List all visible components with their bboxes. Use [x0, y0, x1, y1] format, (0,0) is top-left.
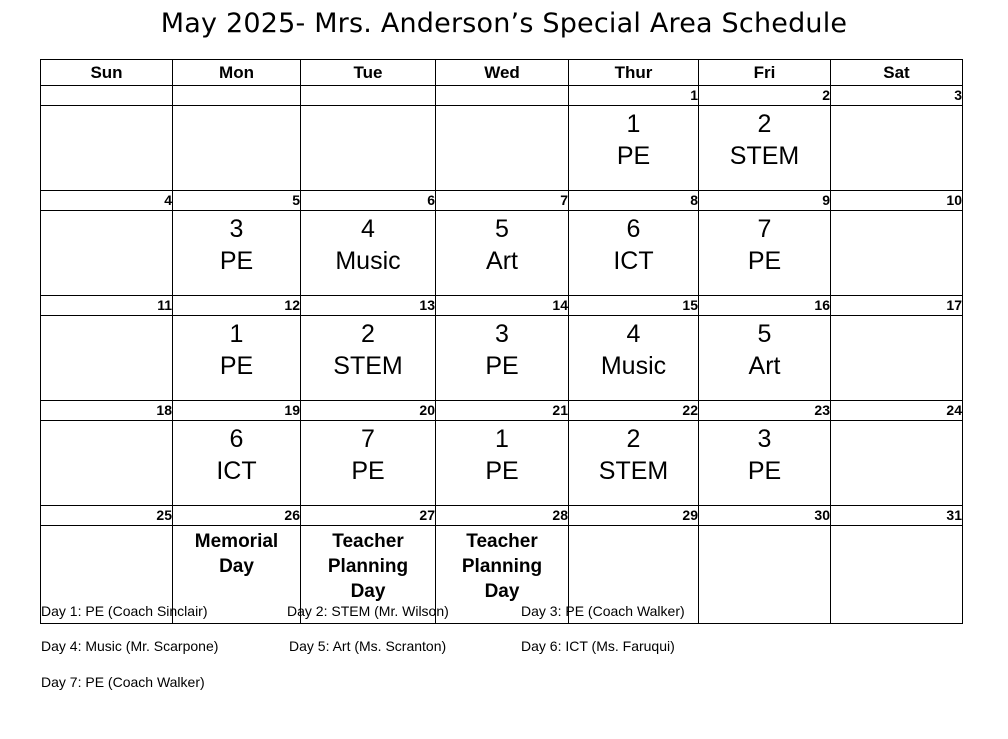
special-area-subject: STEM [729, 142, 800, 170]
special-area-subject: PE [485, 457, 519, 485]
legend-day-1: Day 1: PE (Coach Sinclair) [41, 603, 208, 619]
date-number-row [41, 506, 963, 526]
special-area-subject: Art [748, 352, 781, 380]
calendar-table [40, 59, 963, 624]
date-number: 19 [173, 401, 301, 421]
date-number: 28 [436, 506, 569, 526]
event-label-line: Teacher [466, 531, 538, 552]
date-number: 1 [569, 86, 699, 106]
event-label-line: Day [350, 581, 386, 602]
schedule-row [41, 421, 963, 506]
special-area-subject: PE [616, 142, 651, 170]
special-area-subject: Music [600, 352, 667, 380]
date-number: 2 [699, 86, 831, 106]
date-number: 13 [301, 296, 436, 316]
date-number-row [41, 191, 963, 211]
weekday-header: Wed [436, 60, 569, 86]
date-number: 3 [831, 86, 963, 106]
date-number: 29 [569, 506, 699, 526]
day-cell [436, 106, 569, 191]
day-cell [301, 211, 436, 296]
rotation-day-number: 3 [495, 320, 509, 348]
day-cell [699, 421, 831, 506]
date-number: 7 [436, 191, 569, 211]
special-area-subject: ICT [216, 457, 257, 485]
legend-day-2: Day 2: STEM (Mr. Wilson) [287, 603, 449, 619]
day-cell [436, 211, 569, 296]
date-number: 26 [173, 506, 301, 526]
weekday-header: Fri [699, 60, 831, 86]
special-area-subject: PE [219, 247, 254, 275]
day-cell [831, 316, 963, 401]
special-area-subject: PE [747, 247, 782, 275]
rotation-day-number: 7 [361, 425, 375, 453]
weekday-header: Sun [41, 60, 173, 86]
event-label-line: Teacher [332, 531, 404, 552]
date-number: 27 [301, 506, 436, 526]
legend-day-3: Day 3: PE (Coach Walker) [521, 603, 685, 619]
date-number: 12 [173, 296, 301, 316]
day-cell [41, 106, 173, 191]
day-cell [569, 421, 699, 506]
special-area-subject: STEM [333, 352, 403, 380]
day-cell [831, 211, 963, 296]
rotation-day-number: 3 [229, 215, 244, 243]
special-area-subject: PE [747, 457, 782, 485]
rotation-day-number: 3 [757, 425, 772, 453]
special-area-subject: PE [219, 352, 254, 380]
day-cell [301, 106, 436, 191]
day-cell [173, 316, 301, 401]
rotation-day-number: 7 [757, 215, 772, 243]
weekday-header: Tue [301, 60, 436, 86]
rotation-day-number: 2 [626, 425, 641, 453]
date-number: 22 [569, 401, 699, 421]
rotation-day-number: 2 [757, 110, 772, 138]
day-cell [41, 211, 173, 296]
rotation-day-number: 6 [626, 215, 641, 243]
event-label-line: Planning [327, 556, 409, 577]
day-cell [301, 421, 436, 506]
rotation-day-number: 5 [757, 320, 772, 348]
date-number: 30 [699, 506, 831, 526]
rotation-day-number: 1 [229, 320, 244, 348]
legend-day-7: Day 7: PE (Coach Walker) [41, 674, 205, 690]
date-number-row [41, 86, 963, 106]
weekday-header: Sat [831, 60, 963, 86]
date-number: 31 [831, 506, 963, 526]
date-number-row [41, 296, 963, 316]
legend-day-5: Day 5: Art (Ms. Scranton) [289, 638, 447, 654]
day-cell [699, 316, 831, 401]
rotation-day-number: 4 [626, 320, 641, 348]
special-area-subject: PE [351, 457, 385, 485]
page-title: May 2025- Mrs. Anderson’s Special Area Schedule [160, 8, 848, 39]
schedule-row [41, 211, 963, 296]
date-number: 9 [699, 191, 831, 211]
event-label-line: Day [219, 556, 254, 577]
date-number: 20 [301, 401, 436, 421]
day-cell [699, 211, 831, 296]
day-cell [831, 421, 963, 506]
day-cell [569, 316, 699, 401]
event-label [436, 529, 568, 604]
day-cell [831, 106, 963, 191]
special-area-subject: Art [486, 247, 518, 275]
date-number: 17 [831, 296, 963, 316]
rotation-day-number: 4 [361, 215, 375, 243]
day-cell [41, 421, 173, 506]
day-cell [831, 526, 963, 624]
date-number: 25 [41, 506, 173, 526]
day-cell [699, 526, 831, 624]
date-number: 14 [436, 296, 569, 316]
date-number: 5 [173, 191, 301, 211]
special-area-subject: STEM [598, 457, 669, 485]
special-area-subject: Music [335, 247, 401, 275]
rotation-day-number: 6 [229, 425, 244, 453]
legend-day-6: Day 6: ICT (Ms. Faruqui) [521, 638, 675, 654]
day-cell [301, 316, 436, 401]
special-area-subject: PE [485, 352, 519, 380]
schedule-row [41, 316, 963, 401]
date-number: 11 [41, 296, 173, 316]
day-cell [173, 211, 301, 296]
date-number: 21 [436, 401, 569, 421]
event-label-line: Memorial [194, 531, 279, 552]
rotation-day-number: 5 [495, 215, 509, 243]
date-number: 16 [699, 296, 831, 316]
weekday-header: Thur [569, 60, 699, 86]
date-number: 8 [569, 191, 699, 211]
event-label [301, 529, 435, 604]
day-cell [569, 106, 699, 191]
weekday-header: Mon [173, 60, 301, 86]
day-cell [173, 421, 301, 506]
special-area-subject: ICT [613, 247, 654, 275]
day-cell [699, 106, 831, 191]
date-number [436, 86, 569, 106]
rotation-day-number: 1 [626, 110, 641, 138]
date-number: 4 [41, 191, 173, 211]
date-number-row [41, 401, 963, 421]
date-number: 10 [831, 191, 963, 211]
date-number: 24 [831, 401, 963, 421]
legend-day-4: Day 4: Music (Mr. Scarpone) [41, 638, 219, 654]
weekday-header-row [41, 60, 963, 86]
date-number: 23 [699, 401, 831, 421]
day-cell [436, 316, 569, 401]
day-cell [41, 316, 173, 401]
date-number: 6 [301, 191, 436, 211]
date-number: 18 [41, 401, 173, 421]
date-number [301, 86, 436, 106]
event-label [173, 529, 300, 579]
day-cell [569, 211, 699, 296]
day-cell [436, 421, 569, 506]
date-number: 15 [569, 296, 699, 316]
day-cell [173, 106, 301, 191]
event-label-line: Planning [461, 556, 543, 577]
date-number [173, 86, 301, 106]
rotation-day-number: 1 [495, 425, 509, 453]
event-label-line: Day [484, 581, 520, 602]
date-number [41, 86, 173, 106]
rotation-day-number: 2 [361, 320, 375, 348]
schedule-row [41, 106, 963, 191]
